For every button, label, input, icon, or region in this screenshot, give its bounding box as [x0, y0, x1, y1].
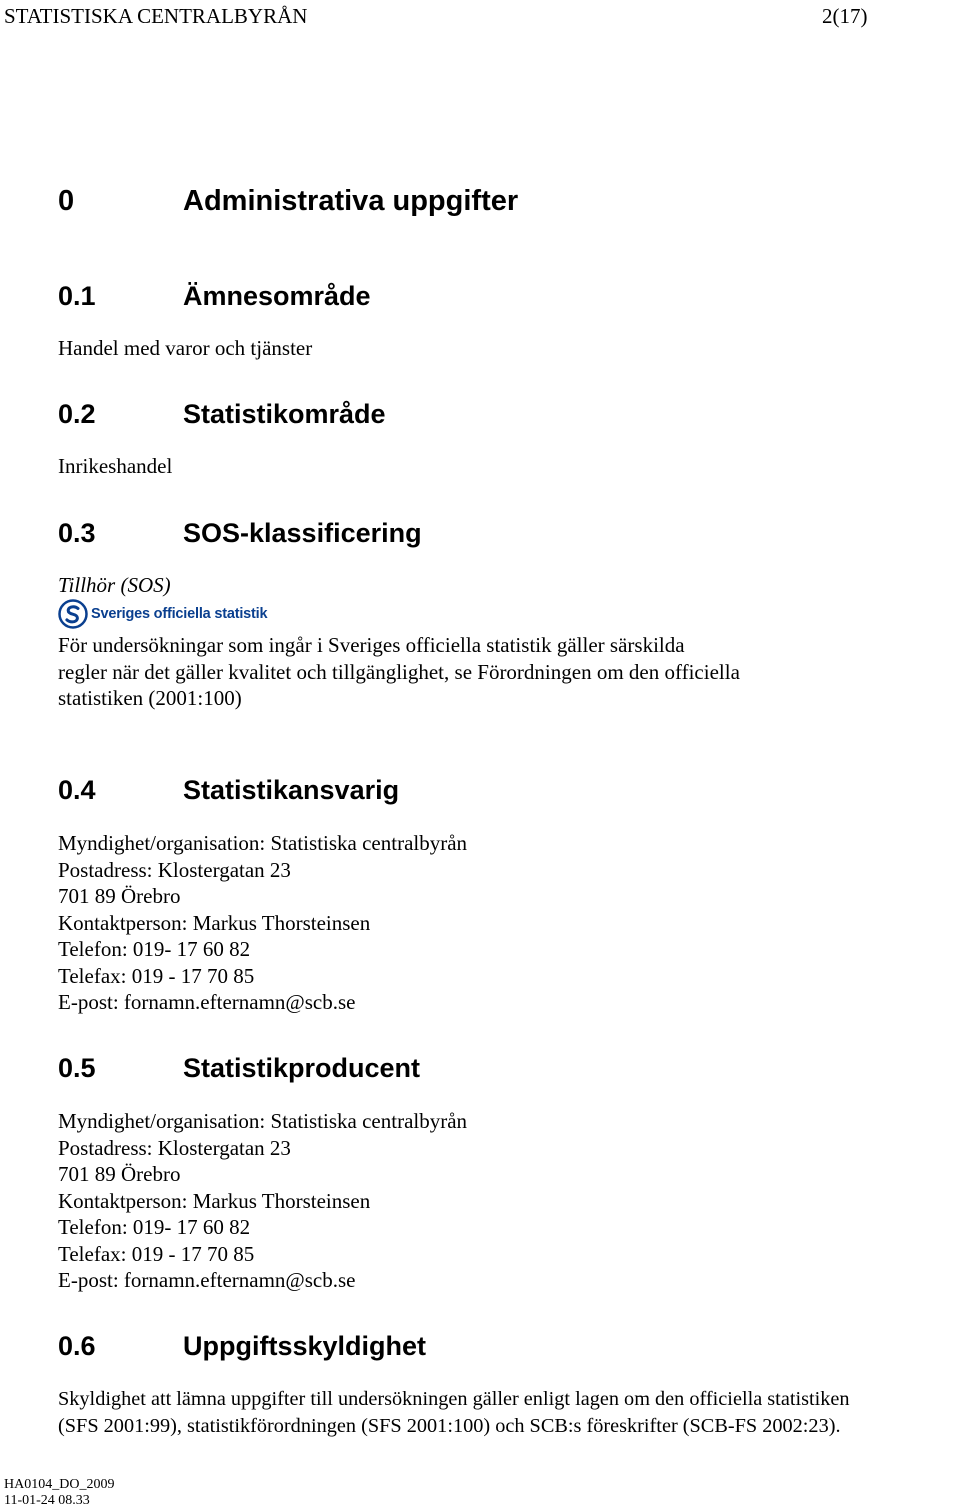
section-0-5-title: Statistikproducent: [183, 1053, 421, 1083]
section-0-3-belongs: Tillhör (SOS): [58, 573, 171, 597]
contact-line: 701 89 Örebro: [58, 884, 181, 908]
contact-line: Telefax: 019 - 17 70 85: [58, 963, 255, 988]
sos-logo: [58, 598, 267, 630]
section-0-1-number: 0.1: [58, 281, 96, 311]
header-page-number: 2(17): [822, 4, 868, 28]
section-0-6-number: 0.6: [58, 1331, 96, 1361]
contact-line: Kontaktperson: Markus Thorsteinsen: [58, 910, 371, 935]
section-0-number: 0: [58, 185, 75, 217]
contact-line: Telefax: 019 - 17 70 85: [58, 1241, 255, 1266]
section-0-3-paragraph: [58, 632, 740, 712]
paragraph-line: Skyldighet att lämna uppgifter till undersökningen gäller enligt lagen om den officiella statistiken: [58, 1388, 850, 1410]
section-0-2-text: Inrikeshandel: [58, 454, 173, 478]
paragraph-line: statistiken (2001:100): [58, 686, 242, 710]
contact-line: Telefon: 019- 17 60 82: [58, 1215, 251, 1239]
contact-line: E-post: fornamn.efternamn@scb.se: [58, 1268, 356, 1292]
section-0-4-number: 0.4: [58, 775, 96, 805]
section-0-4-contact: [58, 830, 467, 1016]
contact-line: Myndighet/organisation: Statistiska centralbyrån: [58, 1109, 468, 1133]
section-0-6-title: Uppgiftsskyldighet: [183, 1331, 427, 1361]
section-0-6-paragraph: [58, 1386, 850, 1439]
contact-line: 701 89 Örebro: [58, 1162, 181, 1186]
paragraph-line: (SFS 2001:99), statistikförordningen (SFS 2001:100) och SCB:s föreskrifter (SCB-FS 2002:23).: [58, 1414, 841, 1437]
section-0-title: Administrativa uppgifter: [183, 185, 519, 217]
footer-date: 11-01-24 08.33: [4, 1493, 90, 1508]
section-0-2-number: 0.2: [58, 399, 96, 429]
footer: [4, 1477, 114, 1509]
paragraph-line: För undersökningar som ingår i Sveriges officiella statistik gäller särskilda: [58, 633, 685, 657]
footer-doc-id: HA0104_DO_2009: [4, 1477, 115, 1492]
section-0-4-title: Statistikansvarig: [183, 775, 400, 805]
section-0-3-title: SOS-klassificering: [183, 518, 422, 548]
section-0-2-title: Statistikområde: [183, 399, 386, 429]
sos-logo-icon: [58, 599, 88, 629]
section-0-5-number: 0.5: [58, 1053, 96, 1083]
section-0-1-text: Handel med varor och tjänster: [58, 336, 313, 360]
section-0-3-number: 0.3: [58, 518, 96, 548]
contact-line: Postadress: Klostergatan 23: [58, 1135, 291, 1160]
section-0-1-title: Ämnesområde: [183, 281, 371, 311]
sos-logo-text: Sveriges officiella statistik: [91, 606, 268, 622]
contact-line: Kontaktperson: Markus Thorsteinsen: [58, 1188, 371, 1213]
contact-line: Postadress: Klostergatan 23: [58, 857, 291, 882]
contact-line: E-post: fornamn.efternamn@scb.se: [58, 990, 356, 1014]
section-0-5-contact: [58, 1108, 467, 1294]
contact-line: Telefon: 019- 17 60 82: [58, 937, 251, 961]
paragraph-line: regler när det gäller kvalitet och tillgänglighet, se Förordningen om den officiella: [58, 659, 740, 684]
header-org: STATISTISKA CENTRALBYRÅN: [4, 4, 308, 28]
contact-line: Myndighet/organisation: Statistiska centralbyrån: [58, 831, 468, 855]
